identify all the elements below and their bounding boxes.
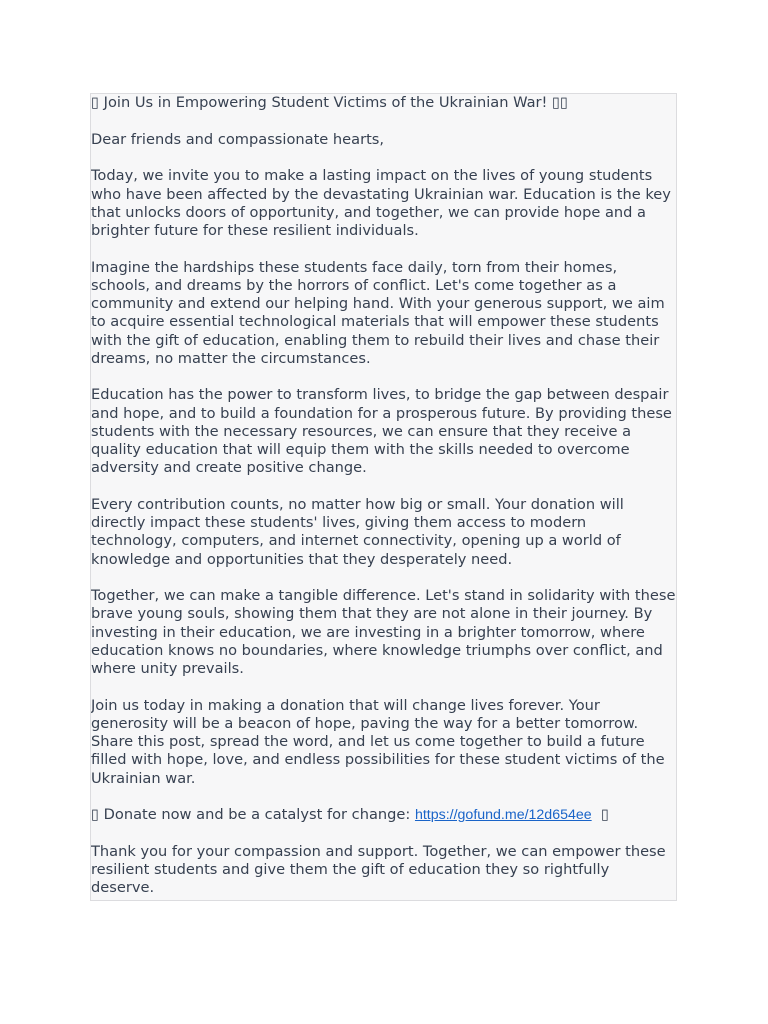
missing-glyph-icon: ▯▯ <box>552 94 569 111</box>
donate-text: Donate now and be a catalyst for change: <box>103 806 411 824</box>
paragraph-6: Join us today in making a donation that will change lives forever. Your generosity will be a beacon of hope, paving the way for a better tomorrow. Share this post, spread the word, and let us come together to build a future filled with hope, love, and endless possibilities for these student victims of the Ukrainian war. <box>91 696 665 787</box>
paragraph-5: Together, we can make a tangible difference. Let's stand in solidarity with these brave young souls, showing them that they are not alone in their journey. By investing in their education, we are investing in a brighter tomorrow, where education knows no boundaries, where knowledge triumphs over conflict, and where unity prevails. <box>91 587 676 678</box>
donate-line <box>91 806 676 824</box>
post-heading-text: Join Us in Empowering Student Victims of the Ukrainian War! <box>103 94 548 111</box>
missing-glyph-icon: ▯ <box>91 806 100 824</box>
missing-glyph-icon: ▯ <box>600 806 609 824</box>
post-body <box>90 93 677 901</box>
greeting: Dear friends and compassionate hearts, <box>91 130 385 148</box>
closing-paragraph: Thank you for your compassion and support. Together, we can empower these resilient students and give them the gift of education they so rightfully deserve. <box>91 843 666 897</box>
paragraph-1: Today, we invite you to make a lasting impact on the lives of young students who have been affected by the devastating Ukrainian war. Education is the key that unlocks doors of opportunity, and together, we can provide hope and a brighter future for these resilient individuals. <box>91 167 671 240</box>
paragraph-2: Imagine the hardships these students face daily, torn from their homes, schools, and dreams by the horrors of conflict. Let's come together as a community and extend our helping hand. With your generous support, we aim to acquire essential technological materials that will empower these students with the gift of education, enabling them to rebuild their lives and chase their dreams, no matter the circumstances. <box>91 258 665 367</box>
paragraph-3: Education has the power to transform lives, to bridge the gap between despair and hope, and to build a foundation for a prosperous future. By providing these students with the necessary resources, we can ensure that they receive a quality education that will equip them with the skills needed to overcome adversity and create positive change. <box>91 386 672 477</box>
post-heading <box>91 94 676 112</box>
missing-glyph-icon: ▯ <box>91 94 100 111</box>
donate-link[interactable]: https://gofund.me/12d654ee <box>414 807 592 824</box>
paragraph-4: Every contribution counts, no matter how big or small. Your donation will directly impact these students' lives, giving them access to modern technology, computers, and internet connectivity, opening up a world of knowledge and opportunities that they desperately need. <box>91 495 624 568</box>
